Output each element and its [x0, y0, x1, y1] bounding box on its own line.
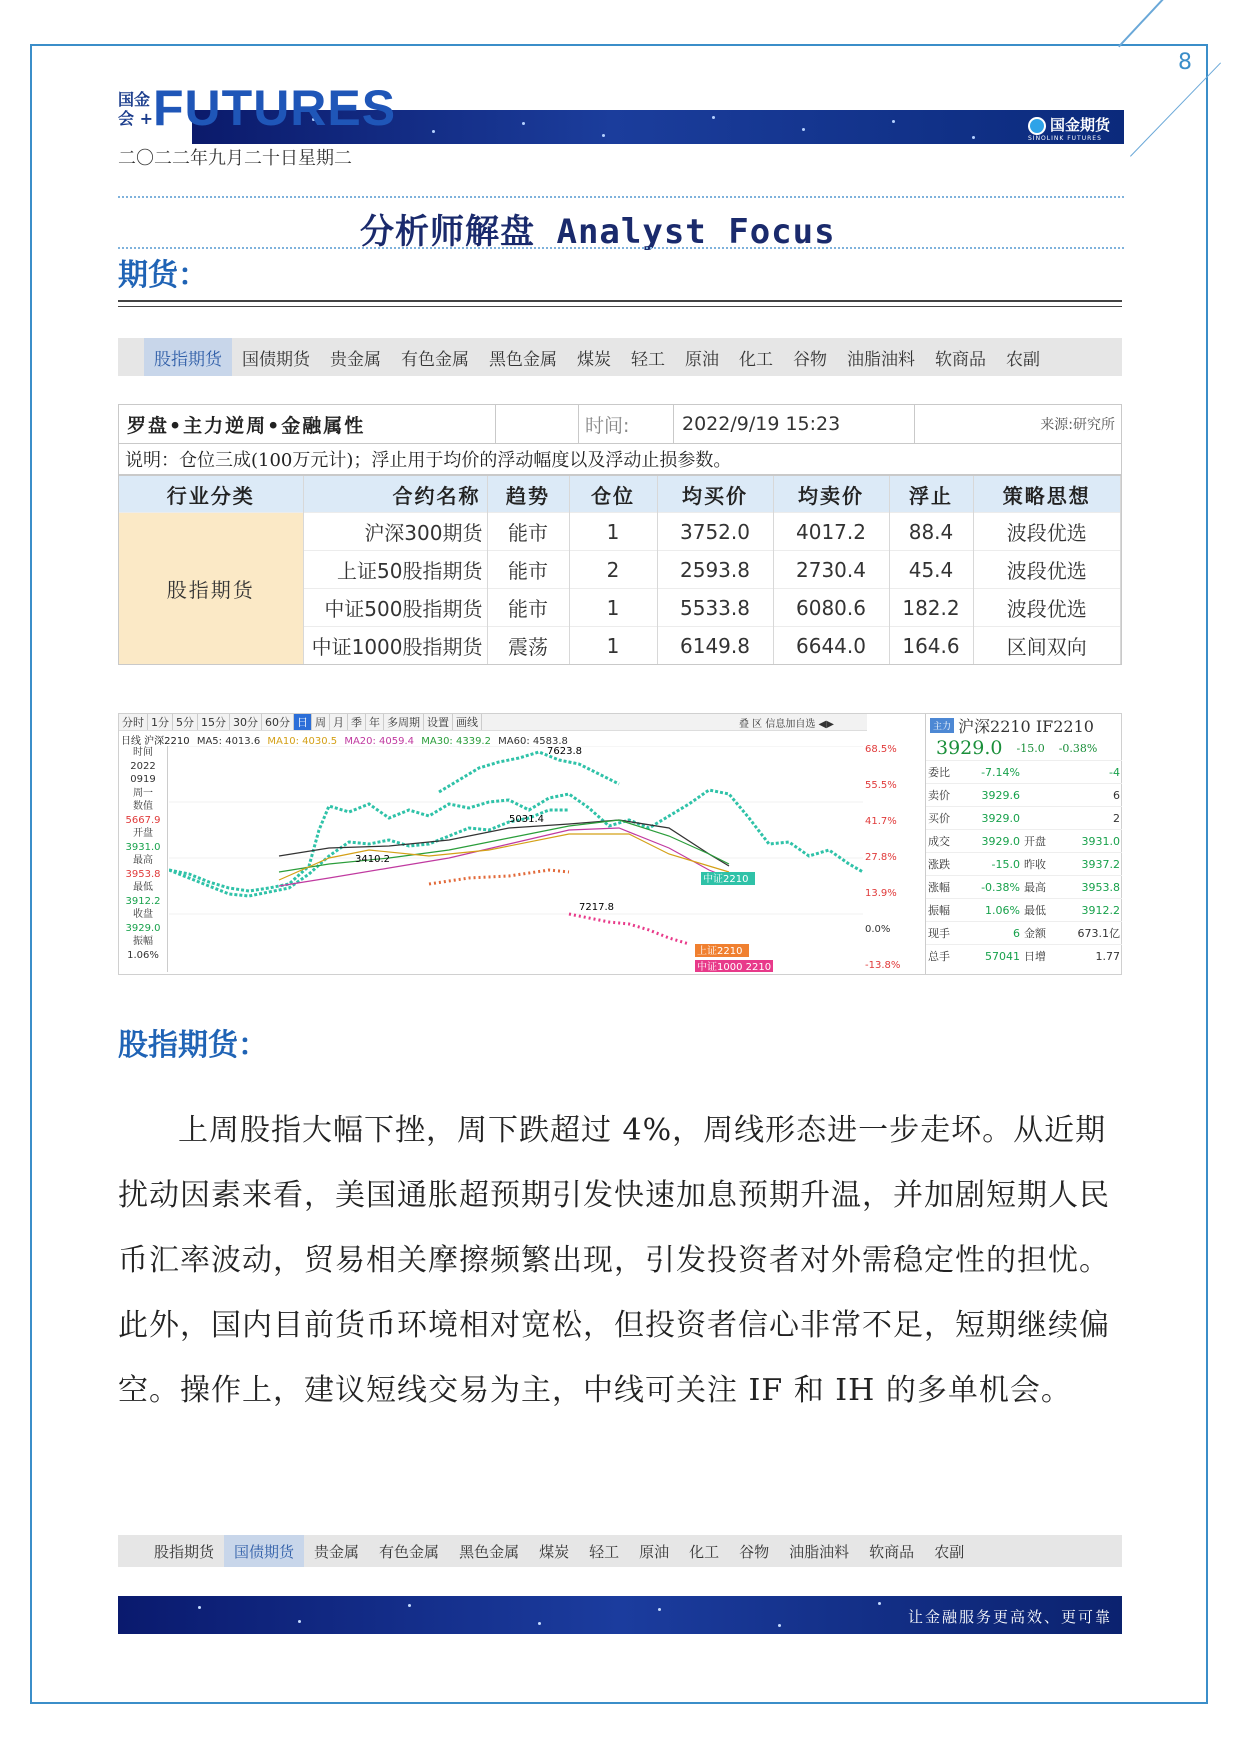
quote-price [926, 736, 1122, 760]
position-cell: 1 [569, 627, 657, 665]
quote-value: -7.14% [981, 765, 1020, 779]
info-panel-item: 0919 [130, 774, 156, 785]
quote-value: 3929.6 [981, 788, 1020, 802]
quote-key-2: 金额 [1024, 927, 1046, 940]
chart-info-panel [119, 746, 168, 972]
quote-key-2: 昨收 [1024, 858, 1046, 871]
tab-bottom-7[interactable]: 原油 [639, 1542, 670, 1561]
pct-axis [863, 744, 923, 972]
info-panel-item: 最高 [133, 855, 153, 866]
quote-value-2: 1.77 [1095, 949, 1120, 963]
pct-tick: 68.5% [865, 744, 897, 755]
pct-tick: 27.8% [865, 852, 897, 863]
float-stop-cell: 164.6 [889, 627, 973, 665]
pct-tick: 0.0% [865, 924, 891, 935]
chart-period-13[interactable]: 画线 [453, 714, 482, 730]
ma60: MA60: 4583.8 [498, 736, 568, 747]
pct-tick: 41.7% [865, 816, 897, 827]
quote-key-2: 日增 [1024, 950, 1046, 963]
chart-period-3[interactable]: 15分 [198, 714, 230, 730]
pct-tick: 13.9% [865, 888, 897, 899]
strategy-note: 说明：仓位三成(100万元计)；浮止用于均价的浮动幅度以及浮动止损参数。 [119, 444, 1121, 476]
quote-title-text: 沪深2210 IF2210 [958, 716, 1094, 736]
tab-bottom-6[interactable]: 轻工 [589, 1542, 620, 1561]
tag-csi1000: 中证1000 2210 [697, 962, 772, 972]
brand-name-en: SINOLINK FUTURES [1027, 135, 1102, 142]
strategy-cell: 波段优选 [973, 551, 1121, 589]
info-panel-item: 收盘 [133, 909, 153, 920]
footer-banner [118, 1596, 1122, 1634]
tab-top-10[interactable]: 油脂油料 [847, 349, 915, 370]
corner-decoration [1118, 0, 1215, 47]
quote-row [926, 783, 1122, 806]
series-ih [569, 914, 689, 944]
quote-value: 1.06% [985, 903, 1020, 917]
quote-row [926, 944, 1122, 967]
quote-row [926, 760, 1122, 783]
annotation-low: 3410.2 [355, 854, 390, 865]
quote-key-2: 最高 [1024, 881, 1046, 894]
chart-period-9[interactable]: 季 [348, 714, 366, 730]
double-rule [118, 300, 1122, 307]
tab-bottom-2[interactable]: 贵金属 [314, 1542, 360, 1561]
contract-name: 沪深300期货 [303, 513, 487, 551]
quote-value: 57041 [985, 949, 1020, 963]
avg-sell-cell: 4017.2 [773, 513, 889, 551]
header-avg-sell: 均卖价 [773, 476, 889, 513]
header-strategy: 策略思想 [973, 476, 1121, 513]
info-panel-item: 5667.9 [125, 814, 161, 826]
quote-value-2: 3912.2 [1081, 903, 1120, 917]
logo-cn [118, 90, 153, 128]
quote-key: 总手 [928, 950, 950, 963]
quote-row [926, 806, 1122, 829]
dotted-rule-2 [118, 247, 1124, 249]
info-panel-item: 3929.0 [125, 922, 161, 934]
chart-period-6[interactable]: 日 [294, 714, 312, 730]
chart-toolbar-right: 叠 区 信息加自选 ◀▶ [739, 719, 834, 730]
avg-sell-cell: 2730.4 [773, 551, 889, 589]
tab-top-3[interactable]: 有色金属 [401, 349, 469, 370]
series-lower [429, 870, 569, 884]
tab-top-2[interactable]: 贵金属 [330, 349, 381, 370]
quote-key: 现手 [928, 927, 950, 940]
quote-row [926, 829, 1122, 852]
index-futures-subheading: 股指期货： [118, 1028, 268, 1063]
avg-buy-cell: 2593.8 [657, 551, 773, 589]
tab-bottom-4[interactable]: 黑色金属 [459, 1542, 520, 1561]
tab-bottom-12[interactable]: 农副 [934, 1542, 965, 1561]
avg-buy-cell: 6149.8 [657, 627, 773, 665]
tab-bottom-1[interactable]: 国债期货 [224, 1535, 304, 1567]
futures-heading: 期货： [118, 258, 208, 293]
series-csi1000 [169, 790, 863, 891]
tab-top-5[interactable]: 煤炭 [577, 349, 611, 370]
quote-value: 6 [1013, 926, 1020, 940]
table-row [119, 513, 1121, 551]
logo-cn-bottom: 会 + [118, 109, 153, 128]
tab-bottom-11[interactable]: 软商品 [869, 1542, 915, 1561]
info-panel-item: 周一 [133, 787, 153, 799]
ma-main [279, 820, 729, 866]
trend-cell: 能市 [487, 513, 569, 551]
avg-buy-cell: 3752.0 [657, 513, 773, 551]
quote-key-2: 开盘 [1024, 835, 1046, 848]
ma-green [279, 820, 729, 872]
tab-top-11[interactable]: 软商品 [935, 349, 986, 370]
tag-csi: 中证2210 [703, 874, 749, 885]
quote-value: 3929.0 [981, 834, 1020, 848]
header-trend: 趋势 [487, 476, 569, 513]
ma5: MA5: 4013.6 [196, 736, 261, 747]
chart-period-10[interactable]: 年 [366, 714, 384, 730]
annotation-mid: 5031.4 [509, 814, 544, 825]
tab-bottom-9[interactable]: 谷物 [739, 1542, 770, 1561]
strategy-title: 罗盘•主力逆周•金融属性 [119, 405, 496, 443]
info-panel-item: 数值 [133, 801, 153, 812]
quote-change: -15.0 [1016, 741, 1045, 755]
info-panel-item: 2022 [130, 760, 156, 772]
strategy-table [118, 404, 1122, 665]
trend-cell: 震荡 [487, 627, 569, 665]
tab-top-9[interactable]: 谷物 [793, 349, 827, 370]
page-number: 8 [1178, 50, 1192, 75]
contract-name: 中证500股指期货 [303, 589, 487, 627]
brand-name: 国金期货 [1049, 116, 1110, 134]
tab-top-6[interactable]: 轻工 [631, 349, 665, 370]
info-panel-item: 最低 [133, 882, 153, 893]
header-position: 仓位 [569, 476, 657, 513]
quote-value: -0.38% [981, 880, 1020, 894]
brand-circle-icon [1028, 117, 1046, 135]
float-stop-cell: 182.2 [889, 589, 973, 627]
tab-top-1[interactable]: 国债期货 [242, 349, 310, 370]
pct-tick: -13.8% [865, 960, 901, 971]
tag-ih: 上证2210 [697, 946, 743, 957]
tab-bottom-0[interactable]: 股指期货 [154, 1542, 215, 1561]
series-if [439, 752, 619, 792]
header-avg-buy: 均买价 [657, 476, 773, 513]
quote-panel [925, 714, 1122, 974]
quote-value-2: 3937.2 [1081, 857, 1120, 871]
quote-key: 委比 [928, 766, 950, 779]
category-tabs-top [118, 338, 1122, 376]
quote-key: 涨幅 [928, 881, 950, 894]
ma-label: 日线 沪深2210 [121, 736, 190, 747]
quote-row [926, 921, 1122, 944]
tab-top-8[interactable]: 化工 [739, 349, 773, 370]
contract-name: 中证1000股指期货 [303, 627, 487, 665]
position-cell: 2 [569, 551, 657, 589]
trend-cell: 能市 [487, 589, 569, 627]
quote-key: 买价 [928, 812, 950, 825]
avg-sell-cell: 6644.0 [773, 627, 889, 665]
quote-value-2: 2 [1113, 811, 1120, 825]
strategy-time: 2022/9/19 15:23 [674, 405, 915, 443]
header-category: 行业分类 [119, 476, 303, 513]
strategy-cell: 区间双向 [973, 627, 1121, 665]
category-tabs-bottom [118, 1535, 1122, 1567]
tab-bottom-10[interactable]: 油脂油料 [789, 1542, 850, 1561]
annotation-ih: 7217.8 [579, 902, 614, 913]
quote-row [926, 875, 1122, 898]
ma10: MA10: 4030.5 [267, 736, 338, 747]
logo-wordmark: FUTURES [153, 80, 397, 136]
pct-tick: 55.5% [865, 780, 897, 791]
contract-name: 上证50股指期货 [303, 551, 487, 589]
main-contract-badge: 主力 [930, 718, 954, 733]
quote-row [926, 898, 1122, 921]
footer-slogan: 让金融服务更高效、更可靠 [907, 1608, 1112, 1626]
quote-change-pct: -0.38% [1058, 741, 1098, 755]
float-stop-cell: 88.4 [889, 513, 973, 551]
quote-value-2: 6 [1113, 788, 1120, 802]
info-panel-item: 3912.2 [125, 895, 161, 907]
quote-last-price: 3929.0 [936, 737, 1003, 759]
dotted-rule [118, 196, 1124, 198]
logo-cn-top: 国金 [118, 90, 151, 109]
tab-top-4[interactable]: 黑色金属 [489, 349, 557, 370]
chart-period-1[interactable]: 1分 [148, 714, 173, 730]
position-cell: 1 [569, 513, 657, 551]
chart-period-2[interactable]: 5分 [173, 714, 198, 730]
info-panel-item: 时间 [133, 747, 153, 758]
tab-top-12[interactable]: 农副 [1006, 349, 1040, 370]
analysis-body: 上周股指大幅下挫，周下跌超过 4%，周线形态进一步走坏。从近期扰动因素来看，美国通胀超预期引发快速加息预期升温，并加剧短期人民币汇率波动，贸易相关摩擦频繁出现，引发投资者对外需稳定性的担忧。此外，国内目前货币环境相对宽松，但投资者信心非常不足，短期继续偏空。操作上，建议短线交易为主，中线可关注 IF 和 IH 的多单机会。 [118, 1113, 1110, 1408]
tab-top-7[interactable]: 原油 [685, 349, 719, 370]
chart-period-8[interactable]: 月 [330, 714, 348, 730]
header-contract: 合约名称 [303, 476, 487, 513]
chart-period-12[interactable]: 设置 [424, 714, 453, 730]
quote-key: 涨跌 [928, 858, 950, 871]
info-panel-item: 3931.0 [125, 841, 161, 853]
strategy-cell: 波段优选 [973, 589, 1121, 627]
ma-yellow [279, 834, 729, 880]
trend-cell: 能市 [487, 551, 569, 589]
tab-bottom-5[interactable]: 煤炭 [539, 1542, 570, 1561]
quote-title [926, 714, 1122, 736]
chart-period-0[interactable]: 分时 [119, 714, 148, 730]
quote-value-2: 673.1亿 [1077, 927, 1120, 940]
quote-key: 卖价 [928, 789, 950, 802]
quote-value: -15.0 [991, 857, 1020, 871]
chart-period-7[interactable]: 周 [312, 714, 330, 730]
header-float-stop: 浮止 [889, 476, 973, 513]
quote-value: 3929.0 [981, 811, 1020, 825]
quote-key-2: 最低 [1024, 904, 1046, 917]
brand-logo [1028, 114, 1110, 142]
kline-plot [169, 746, 863, 972]
avg-sell-cell: 6080.6 [773, 589, 889, 627]
tab-top-0[interactable]: 股指期货 [144, 338, 232, 376]
avg-buy-cell: 5533.8 [657, 589, 773, 627]
chart-period-4[interactable]: 30分 [230, 714, 262, 730]
quote-value-2: 3953.8 [1081, 880, 1120, 894]
float-stop-cell: 45.4 [889, 551, 973, 589]
info-panel-item: 开盘 [133, 828, 153, 839]
chart-period-11[interactable]: 多周期 [384, 714, 424, 730]
strategy-cell: 波段优选 [973, 513, 1121, 551]
info-panel-item: 1.06% [127, 949, 159, 961]
quote-row [926, 852, 1122, 875]
ma30: MA30: 4339.2 [421, 736, 491, 747]
issue-date: 二〇二二年九月二十日星期二 [118, 148, 352, 169]
quote-value-2: -4 [1109, 765, 1120, 779]
info-panel-item: 3953.8 [125, 868, 161, 880]
info-panel-item: 振幅 [133, 936, 153, 947]
kline-chart [118, 713, 1122, 975]
tab-bottom-3[interactable]: 有色金属 [379, 1542, 440, 1561]
chart-period-5[interactable]: 60分 [262, 714, 294, 730]
time-label: 时间: [579, 405, 674, 443]
quote-key: 成交 [928, 835, 950, 848]
section-title: 分析师解盘 Analyst Focus [360, 212, 836, 252]
position-cell: 1 [569, 589, 657, 627]
chart-ma-line [121, 732, 572, 747]
annotation-high: 7623.8 [547, 746, 582, 757]
quote-key: 振幅 [928, 904, 950, 917]
category-cell: 股指期货 [119, 513, 303, 665]
tab-bottom-8[interactable]: 化工 [689, 1542, 720, 1561]
strategy-source: 来源:研究所 [1040, 417, 1115, 433]
ma20: MA20: 4059.4 [344, 736, 415, 747]
quote-value-2: 3931.0 [1081, 834, 1120, 848]
